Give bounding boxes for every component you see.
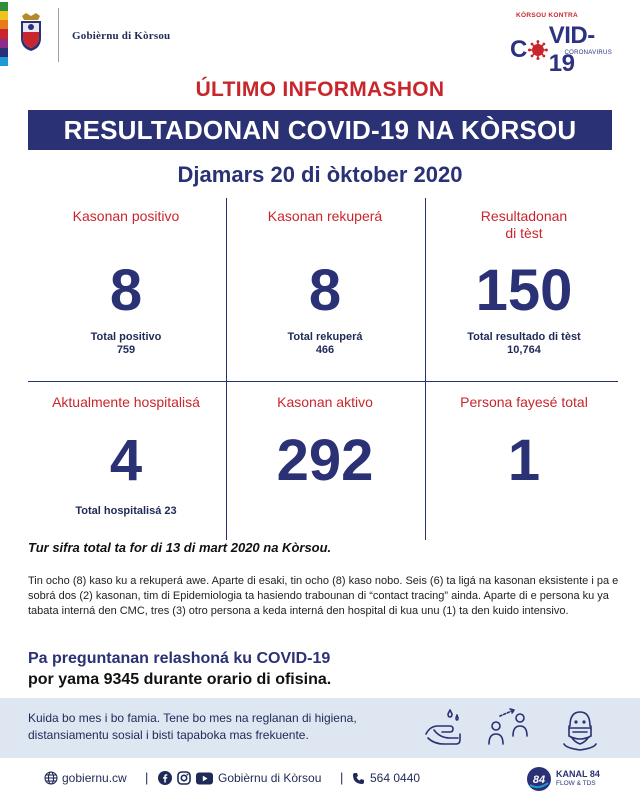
stat-sub-value: 10,764 <box>507 344 541 356</box>
stat-recovered-cases <box>227 208 423 357</box>
update-body-text: Tin ocho (8) kaso ku a rekuperá awe. Aparte di esaki, tin ocho (8) kaso nobo. Seis (6) ta ligá na kasonan eksistente i pa e sobrá dos (2) kasonan, tim di Epidemiologia ta hasiendo trabounan di “contact tracing” ainda. Aparte di e persona ku ya tabata interná den CMC, tres (3) otro persona a keda interná den hospital di kua unu (1) ta den kuido intensivo. <box>28 575 619 617</box>
stat-value: 292 <box>276 428 374 493</box>
contact-line-1: Pa preguntanan relashoná ku COVID-19 <box>28 650 331 667</box>
stat-deceased-total <box>426 394 622 491</box>
kanal-84-badge-icon <box>526 766 552 792</box>
covid-campaign-logo <box>510 12 620 77</box>
stat-label-line1: Resultadonan <box>480 208 568 224</box>
instagram-icon[interactable] <box>177 771 191 785</box>
stat-sub-value: 466 <box>315 344 335 356</box>
stat-hospitalized <box>28 394 224 518</box>
stat-label: Persona fayesé total <box>460 394 588 410</box>
kanal-sub: FLOW & TDS <box>556 780 596 787</box>
report-date: Djamars 20 di òktober 2020 <box>177 162 463 187</box>
stat-label: Kasonan rekuperá <box>267 208 383 224</box>
color-stripes <box>0 2 8 66</box>
kanal-name: KANAL 84 <box>556 769 600 779</box>
stat-label: Aktualmente hospitalisá <box>52 394 200 410</box>
coat-of-arms-icon <box>18 12 44 52</box>
stat-test-results <box>426 208 622 357</box>
header <box>0 0 640 77</box>
contact-line-2: por yama 9345 durante orario di ofisina. <box>28 671 332 688</box>
social-links[interactable] <box>158 771 321 785</box>
stat-sub-value: 759 <box>116 344 136 356</box>
social-account-text: Gobièrnu di Kòrsou <box>218 771 322 785</box>
phone-text: 564 0440 <box>370 771 421 785</box>
header-divider <box>58 8 59 62</box>
campaign-covid-right: VID-19 <box>548 22 595 77</box>
footer <box>0 764 640 796</box>
footer-separator: | <box>340 770 344 785</box>
stat-sub-label: Total resultado di tèst <box>467 331 581 343</box>
stat-value: 150 <box>475 258 573 323</box>
totals-note: Tur sifra total ta for di 13 di mart 2020 na Kòrsou. <box>28 540 332 555</box>
government-name: Gobièrnu di Kòrsou <box>72 30 171 42</box>
phone-icon <box>352 772 365 785</box>
website-text: gobiernu.cw <box>62 771 127 785</box>
campaign-covid-left: C <box>510 36 527 63</box>
stat-value: 8 <box>308 258 342 323</box>
grid-divider-horizontal <box>28 381 618 382</box>
facebook-icon[interactable] <box>158 771 172 785</box>
stat-positive-cases <box>28 208 224 357</box>
results-banner-text: RESULTADONAN COVID-19 NA KÒRSOU <box>63 114 577 145</box>
stat-active-cases <box>227 394 423 491</box>
stat-value: 8 <box>109 258 143 323</box>
website-link[interactable] <box>44 771 127 785</box>
stat-value: 4 <box>109 428 143 493</box>
globe-icon <box>44 771 58 785</box>
latest-info-title: ÚLTIMO INFORMASHON <box>195 78 445 101</box>
youtube-icon[interactable] <box>196 772 213 785</box>
kanal-badge-number: 84 <box>532 774 546 786</box>
results-banner <box>28 110 612 150</box>
hygiene-text: Kuida bo mes i bo famia. Tene bo mes na reglanan di higiena, distansiamentu sosial i bisti tapaboka mas frekuente. <box>28 711 357 742</box>
stat-label-line2: di tèst <box>505 225 543 241</box>
phone-link[interactable] <box>352 771 420 785</box>
stat-sub-label: Total positivo <box>90 331 162 343</box>
stat-sub-label: Total hospitalisá 23 <box>75 505 177 517</box>
virus-icon <box>528 40 548 60</box>
hygiene-band <box>0 698 640 758</box>
stat-sub-label: Total rekuperá <box>287 331 363 343</box>
social-distancing-icon <box>484 704 532 752</box>
hand-washing-icon <box>420 704 468 752</box>
campaign-bottom-text: CORONAVIRUS <box>564 50 612 56</box>
footer-separator: | <box>145 770 149 785</box>
stat-label: Kasonan positivo <box>72 208 180 224</box>
face-mask-icon <box>556 704 604 752</box>
stat-value: 1 <box>507 428 541 493</box>
stat-label: Kasonan aktivo <box>277 394 373 410</box>
kanal-84-label <box>556 769 600 789</box>
campaign-top-text: KÒRSOU KONTRA <box>516 12 579 19</box>
